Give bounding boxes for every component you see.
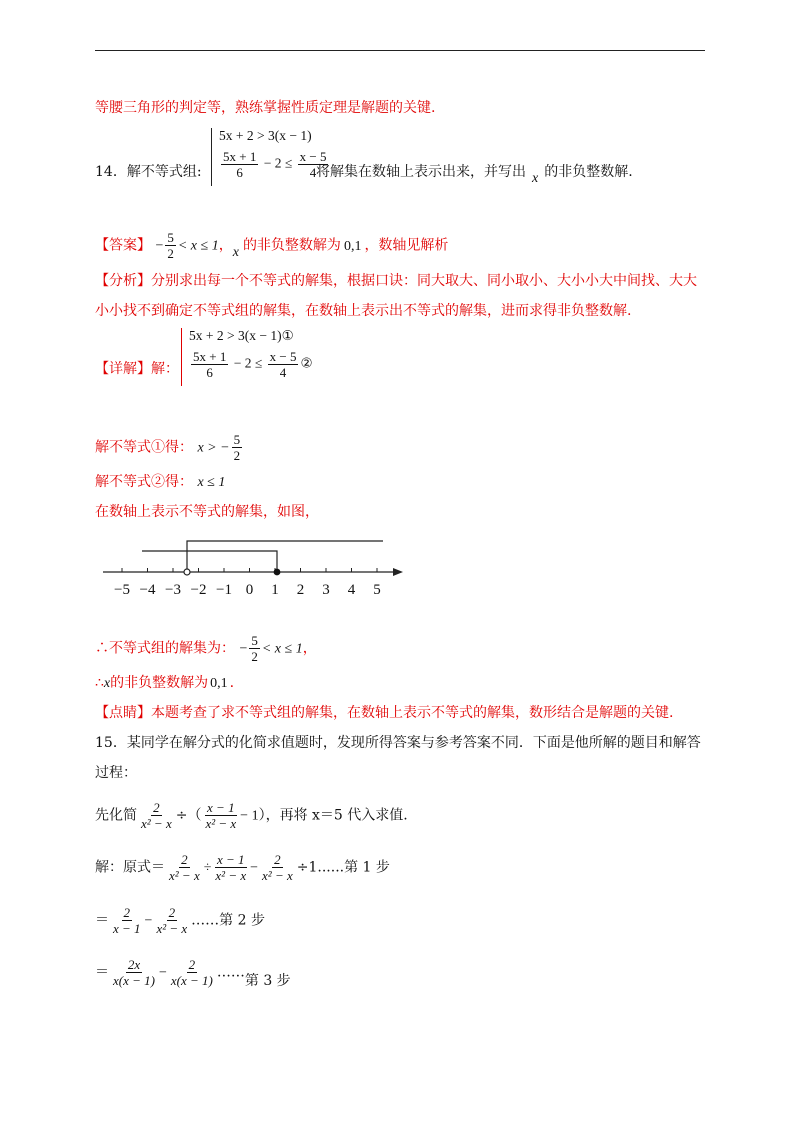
top-note: 等腰三角形的判定等，熟练掌握性质定理是解题的关键. <box>95 100 436 116</box>
detail-ineq2: $\frac{5x + 1}{6}$ − 2 ≤ $\frac{x - 5}{4}$ ② <box>193 349 313 380</box>
number-line-arrow <box>393 568 403 576</box>
number-line-tick-label: 0 <box>245 582 254 598</box>
q14-brace <box>211 128 212 186</box>
q14-ineq1: 5x + 2 > 3(x − 1) <box>219 128 312 143</box>
number-line-tick-label: 4 <box>347 582 356 598</box>
header-rule <box>95 50 705 51</box>
step2: 解不等式②得： x ≤ 1 <box>95 474 226 490</box>
closed-point <box>274 569 281 576</box>
conclusion2: ∴x的非负整数解为 0,1 . <box>95 675 235 691</box>
q15-prompt: 先化简 $\frac{2}{\text{x² − x}}$ ÷（ $\frac{x - 1}{\text{x² − x}}$ − 1），再将 x＝5 代入求值. <box>95 800 408 831</box>
number-line-tick-label: 2 <box>296 582 305 598</box>
number-line-tick-label: −3 <box>165 582 181 598</box>
q15-step3: ＝ $\frac{2x}{x(x - 1)}$ − $\frac{2}{x(x - 1)}$ ……第 3 步 <box>95 957 291 989</box>
analysis-line1: 【分析】分别求出每一个不等式的解集，根据口诀：同大取大、同小取小、大小小大中间找、大大 <box>95 273 697 289</box>
number-line-tick-label: 5 <box>373 582 381 598</box>
number-line-tick-label: −2 <box>190 582 207 598</box>
number-line <box>95 530 415 602</box>
detail-tag: 【详解】解： <box>95 361 179 377</box>
q14-tail: 将解集在数轴上表示出来，并写出 x 的非负整数解. <box>316 164 633 186</box>
q15-line2: 过程： <box>95 765 137 781</box>
answer-line: 【答案】 − $\frac{5}{2}$ < x ≤ 1，x 的非负整数解为 0,1 ，数轴见解析 <box>95 230 449 261</box>
q15-step1: 解：原式＝ $\frac{2}{\text{x² − x}}$ ÷ $\frac{x - 1}{\text{x² − x}}$ − $\frac{2}{\text{x² − x}}$ ÷1......第 1 步 <box>95 852 390 883</box>
q15-line1: 15．某同学在解分式的化简求值题时，发现所得答案与参考答案不同．下面是他所解的题目和解答 <box>95 735 701 751</box>
q15-step2: ＝ $\frac{2}{x - 1}$ − $\frac{2}{\text{x² − x}}$ ……第 2 步 <box>95 905 265 936</box>
number-line-tick-label: 3 <box>322 582 330 598</box>
comment-line: 【点睛】本题考查了求不等式组的解集，在数轴上表示不等式的解集，数形结合是解题的关键. <box>95 705 674 721</box>
number-line-tick-label: −4 <box>139 582 156 598</box>
q14-number: 14．解不等式组: <box>95 164 202 180</box>
detail-ineq1: 5x + 2 > 3(x − 1)① <box>189 328 294 343</box>
number-line-tick-label: −1 <box>216 582 232 598</box>
solution-bracket-le1 <box>142 551 277 572</box>
open-point <box>184 569 190 575</box>
q14-ineq2: $\frac{5x + 1}{6}$ − 2 ≤ $\frac{x - 5}{4}$ <box>223 149 327 180</box>
number-line-tick-label: −5 <box>114 582 130 598</box>
solution-bracket-gt <box>187 541 383 572</box>
conclusion1: ∴不等式组的解集为： − $\frac{5}{2}$ < x ≤ 1， <box>95 633 317 664</box>
step1: 解不等式①得： x > − $\frac{5}{2}$ <box>95 432 241 463</box>
analysis-line2: 小小找不到确定不等式组的解集，在数轴上表示出不等式的解集，进而求得非负整数解. <box>95 303 632 319</box>
numberline-caption: 在数轴上表示不等式的解集，如图， <box>95 504 319 520</box>
number-line-tick-label: 1 <box>271 582 279 598</box>
detail-brace <box>181 328 182 386</box>
